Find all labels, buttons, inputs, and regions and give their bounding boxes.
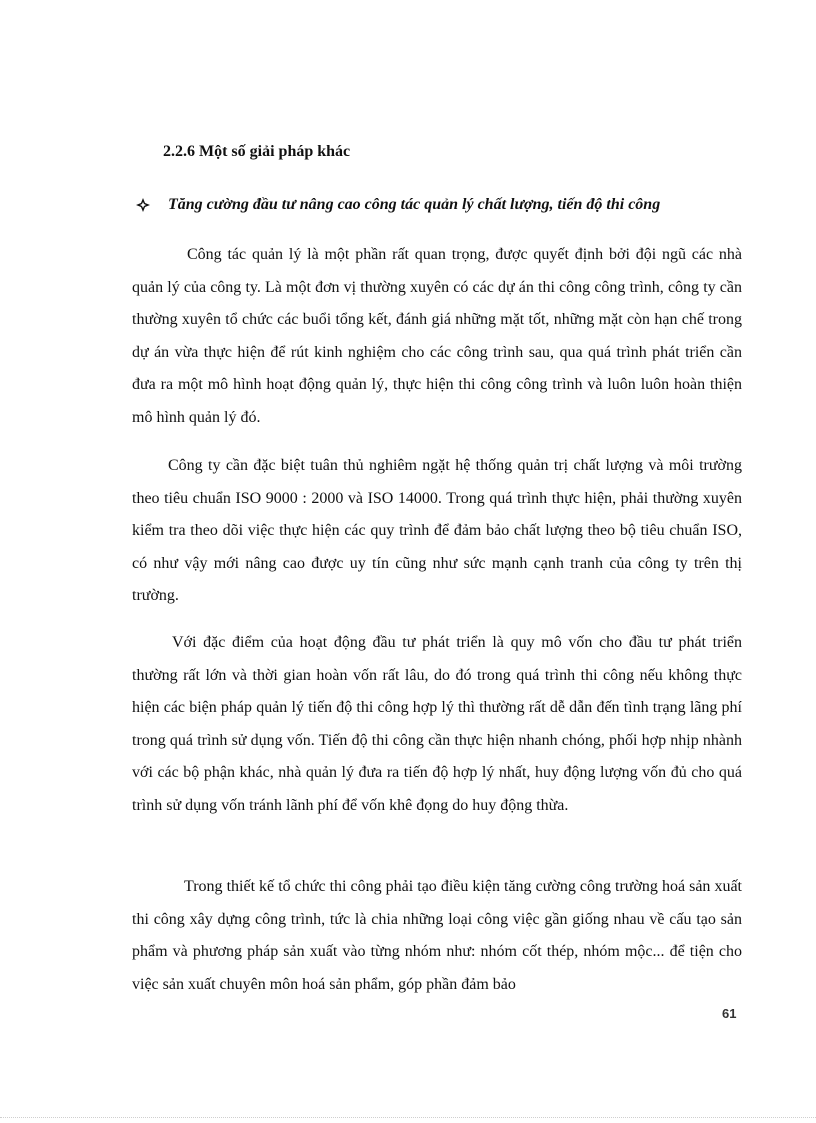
paragraph-2: Công ty cần đặc biệt tuân thủ nghiêm ngặt hệ thống quản trị chất lượng và môi trường theo tiêu chuẩn ISO 9000 : 2000 và ISO 14000. Trong quá trình thực hiện, phải thường xuyên kiểm tra theo dõi việc thực hiện các quy trình để đảm bảo chất lượng theo bộ tiêu chuẩn ISO, có như vậy mới nâng cao được uy tín cũng như sức mạnh cạnh tranh của công ty trên thị trường.	[132, 457, 742, 604]
paragraph-1: Công tác quản lý là một phần rất quan trọng, được quyết định bởi đội ngũ các nhà quản lý của công ty. Là một đơn vị thường xuyên có các dự án thi công công trình, công ty cần thường xuyên tổ chức các buổi tổng kết, đánh giá những mặt tốt, những mặt còn hạn chế trong dự án vừa thực hiện để rút kinh nghiệm cho các công trình sau, qua quá trình phát triển cần đưa ra một mô hình hoạt động quản lý, thực hiện thi công công trình và luôn luôn hoàn thiện mô hình quản lý đó.	[132, 246, 742, 426]
page-number: 61	[722, 1006, 737, 1021]
bullet-heading	[136, 194, 716, 216]
paragraph-3: Với đặc điểm của hoạt động đầu tư phát triển là quy mô vốn cho đầu tư phát triển thường rất lớn và thời gian hoàn vốn rất lâu, do đó trong quá trình thi công nếu không thực hiện các biện pháp quản lý tiến độ thi công hợp lý thì thường rất dễ dẫn đến tình trạng lãng phí trong quá trình sử dụng vốn. Tiến độ thi công cần thực hiện nhanh chóng, phối hợp nhịp nhành với các bộ phận khác, nhà quản lý đưa ra tiến độ hợp lý nhất, huy động lượng vốn đủ cho quá trình sử dụng vốn tránh lãnh phí để vốn khê đọng do huy động thừa.	[132, 634, 742, 814]
section-heading: 2.2.6 Một số giải pháp khác	[163, 143, 351, 160]
bullet-heading-text: Tăng cường đầu tư nâng cao công tác quản lý chất lượng, tiến độ thi công	[168, 196, 661, 213]
paragraph-4: Trong thiết kế tổ chức thi công phải tạo điều kiện tăng cường công trường hoá sản xuất thi công xây dựng công trình, tức là chia những loại công việc gần giống nhau về cấu tạo sản phẩm và phương pháp sản xuất vào từng nhóm như: nhóm cốt thép, nhóm mộc... để tiện cho việc sản xuất chuyên môn hoá sản phẩm, góp phần đảm bảo	[132, 878, 742, 993]
diamond-bullet-icon	[136, 198, 150, 212]
page-bottom-divider	[0, 1117, 816, 1118]
